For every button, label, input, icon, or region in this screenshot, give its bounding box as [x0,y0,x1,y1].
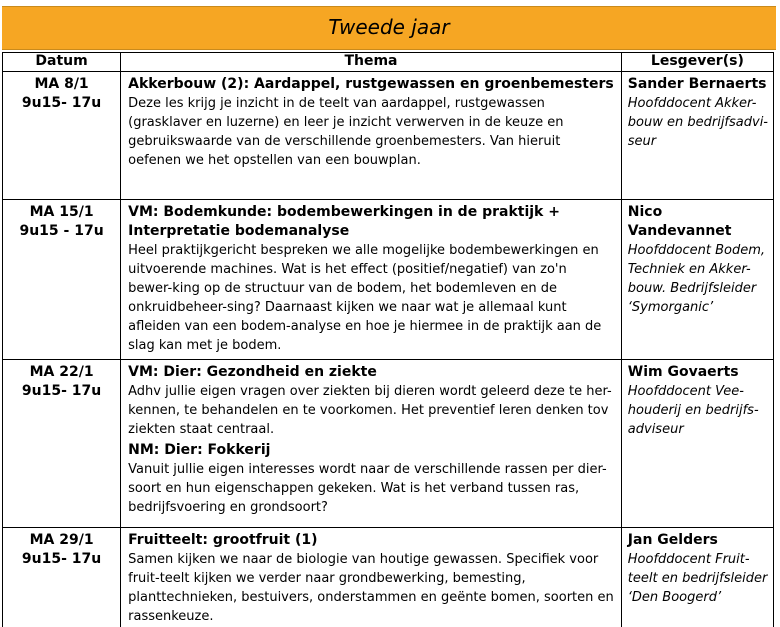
date-time: 9u15- 17u [21,383,102,399]
teacher-name: Sander Bernaerts [627,76,767,92]
date-day: MA 8/1 [34,76,89,92]
table-row [3,200,774,360]
header-theme: Thema [121,53,622,72]
teacher-name: Nico Vandevannet [627,204,732,239]
header-row [3,53,774,72]
session-title: VM: Dier: Gezondheid en ziekte [128,364,377,380]
session-title: NM: Dier: Fokkerij [128,442,271,458]
date-time: 9u15- 17u [21,551,102,567]
header-date: Datum [3,53,121,72]
date-time: 9u15 - 17u [19,223,104,239]
session-description: Deze les krijg je inzicht in de teelt van aardappel, rustgewassen (grasklaver en luzerne) en leer je inzicht verwerven in de keuze en gebruikswaarde van de verschillende groenbemesters. Van hieruit oefenen we het opstellen van een bouwplan. [128,96,564,168]
table-row [3,72,774,200]
theme-cell [121,360,622,528]
date-day: MA 29/1 [29,532,94,548]
title-banner [2,6,776,50]
theme-cell [121,528,622,627]
session-description: Samen kijken we naar de biologie van houtige gewassen. Specifiek voor fruit-teelt kijken we verder naar grondbewerking, bemesting, planttechnieken, bestuivers, onderstammen en geënte bomen, soorten en rassenkeuze. [128,552,614,624]
teacher-cell [621,360,773,528]
theme-cell [121,72,622,200]
session-title: Fruitteelt: grootfruit (1) [128,532,318,548]
teacher-role: Hoofddocent Vee-houderij en bedrijfs-adviseur [627,384,759,437]
date-cell [3,72,121,200]
teacher-cell [621,528,773,627]
teacher-role: Hoofddocent Akker-bouw en bedrijfsadvi-seur [627,96,768,149]
date-cell [3,360,121,528]
teacher-role: Hoofddocent Fruit-teelt en bedrijfsleider ‘Den Boogerd’ [627,552,768,605]
teacher-name: Wim Govaerts [627,364,739,380]
table-row [3,528,774,627]
session-title: Akkerbouw (2): Aardappel, rustgewassen en groenbemesters [128,76,614,92]
teacher-name: Jan Gelders [627,532,718,548]
teacher-cell [621,200,773,360]
session-description: Heel praktijkgericht bespreken we alle mogelijke bodembewerkingen en uitvoerende machines. Wat is het effect (positief/negatief) van zo'n bewer-king op de structuur van de bodem, het bodemleven en de onkruidbeheer-sing? Daarnaast kijken we naar wat je allemaal kunt afleiden van een bodem-analyse en hoe je hiermee in de praktijk aan de slag kan met je bodem. [128,243,602,353]
theme-cell [121,200,622,360]
schedule-table [2,52,774,627]
session-description: Adhv jullie eigen vragen over ziekten bij dieren wordt geleerd deze te her-kennen, te behandelen en te voorkomen. Het preventief leren denken tov ziekten staat centraal. [128,384,612,437]
date-day: MA 22/1 [29,364,94,380]
date-cell [3,200,121,360]
page-title: Tweede jaar [328,15,450,39]
date-cell [3,528,121,627]
table-row [3,360,774,528]
date-time: 9u15- 17u [21,95,102,111]
session-description: Vanuit jullie eigen interesses wordt naar de verschillende rassen per dier-soort en hun eigenschappen gekeken. Wat is het verband tussen ras, bedrijfsvoering en grondsoort? [128,462,607,515]
session-title: VM: Bodemkunde: bodembewerkingen in de praktijk + Interpretatie bodemanalyse [128,204,560,239]
date-day: MA 15/1 [29,204,94,220]
teacher-role: Hoofddocent Bodem, Techniek en Akker-bouw. Bedrijfsleider ‘Symorganic’ [627,243,766,315]
header-teacher: Lesgever(s) [621,53,773,72]
teacher-cell [621,72,773,200]
